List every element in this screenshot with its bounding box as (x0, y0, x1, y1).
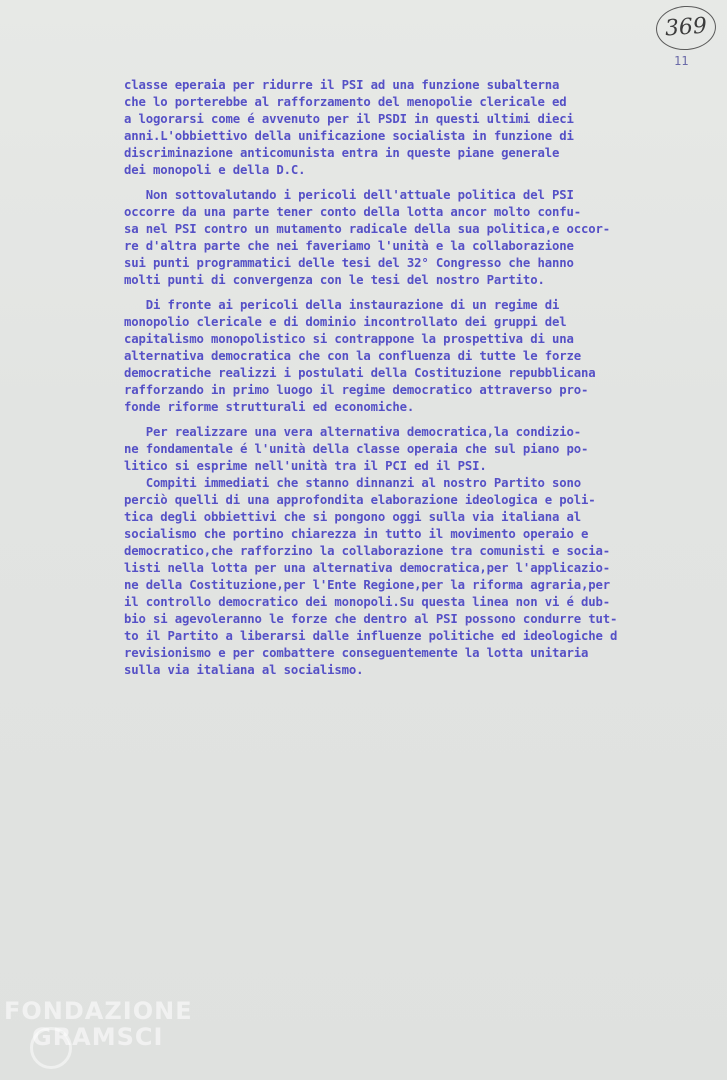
text-line: anni.L'obbiettivo della unificazione socialista in funzione di (124, 129, 574, 143)
paragraph (124, 77, 724, 179)
text-line: tica degli obbiettivi che si pongono oggi sulla via italiana al (124, 510, 581, 524)
text-line: democratiche realizzi i postulati della Costituzione repubblicana (124, 366, 596, 380)
text-line: listi nella lotta per una alternativa democratica,per l'applicazio- (124, 561, 610, 575)
text-line: litico si esprime nell'unità tra il PCI ed il PSI. (124, 459, 487, 473)
text-line: ne della Costituzione,per l'Ente Regione,per la riforma agraria,per (124, 578, 610, 592)
text-line: il controllo democratico dei monopoli.Su questa linea non vi é dub- (124, 595, 610, 609)
text-line: monopolio clericale e di dominio incontrollato dei gruppi del (124, 315, 567, 329)
paragraph (124, 187, 724, 289)
text-line: democratico,che rafforzino la collaborazione tra comunisti e socia- (124, 544, 610, 558)
paragraph (124, 424, 724, 679)
text-line: Per realizzare una vera alternativa democratica,la condizio- (124, 425, 581, 439)
text-line: classe eperaia per ridurre il PSI ad una funzione subalterna (124, 78, 560, 92)
text-line: re d'altra parte che nei faveriamo l'unità e la collaborazione (124, 239, 574, 253)
text-line: dei monopoli e della D.C. (124, 163, 306, 177)
text-line: perciò quelli di una approfondita elaborazione ideologica e poli- (124, 493, 596, 507)
watermark-line-2: GRAMSCI (32, 1023, 164, 1051)
text-line: alternativa democratica che con la confluenza di tutte le forze (124, 349, 581, 363)
text-line: occorre da una parte tener conto della lotta ancor molto confu- (124, 205, 581, 219)
text-line: Di fronte ai pericoli della instaurazione di un regime di (124, 298, 560, 312)
watermark-line-1: FONDAZIONE (4, 997, 193, 1025)
paragraph (124, 297, 724, 416)
text-line: sa nel PSI contro un mutamento radicale della sua politica,e occor- (124, 222, 610, 236)
typewritten-text (124, 77, 724, 687)
text-line: ne fondamentale é l'unità della classe operaia che sul piano po- (124, 442, 589, 456)
text-line: Compiti immediati che stanno dinnanzi al nostro Partito sono (124, 476, 581, 490)
text-line: che lo porterebbe al rafforzamento del menopolie clericale ed (124, 95, 567, 109)
text-line: sui punti programmatici delle tesi del 32° Congresso che hanno (124, 256, 574, 270)
folio-stamp (655, 4, 718, 52)
folio-number: 369 (664, 13, 708, 42)
text-line: Non sottovalutando i pericoli dell'attuale politica del PSI (124, 188, 574, 202)
text-line: to il Partito a liberarsi dalle influenze politiche ed ideologiche d (124, 629, 618, 643)
text-line: discriminazione anticomunista entra in queste piane generale (124, 146, 560, 160)
text-line: socialismo che portino chiarezza in tutto il movimento operaio e (124, 527, 589, 541)
text-line: molti punti di convergenza con le tesi del nostro Partito. (124, 273, 545, 287)
page-number: 11 (674, 54, 689, 68)
text-line: capitalismo monopolistico si contrappone la prospettiva di una (124, 332, 574, 346)
text-line: bio si agevoleranno le forze che dentro al PSI possono condurre tut- (124, 612, 618, 626)
text-line: sulla via italiana al socialismo. (124, 663, 364, 677)
text-line: fonde riforme strutturali ed economiche. (124, 400, 415, 414)
text-line: rafforzando in primo luogo il regime democratico attraverso pro- (124, 383, 589, 397)
text-line: a logorarsi come é avvenuto per il PSDI in questi ultimi dieci (124, 112, 574, 126)
archive-watermark (4, 998, 193, 1050)
text-line: revisionismo e per combattere conseguentemente la lotta unitaria (124, 646, 589, 660)
